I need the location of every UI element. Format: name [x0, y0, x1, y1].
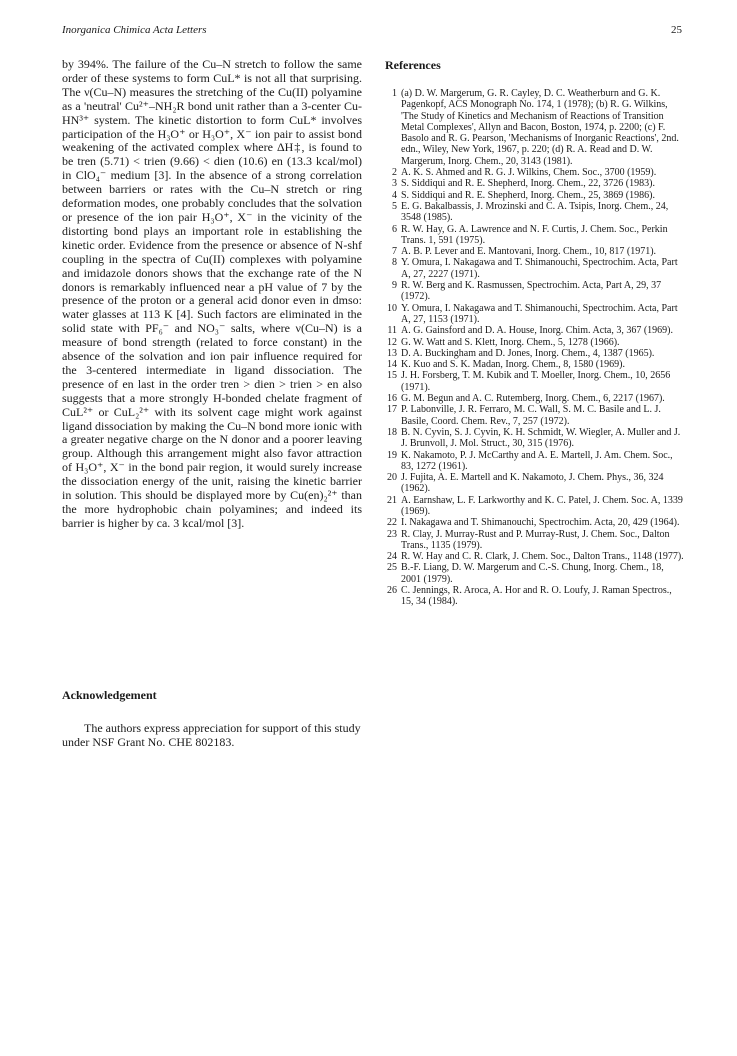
reference-item — [385, 224, 685, 247]
reference-item — [385, 562, 685, 585]
reference-number: 13 — [387, 347, 397, 359]
reference-text: Y. Omura, I. Nakagawa and T. Shimanouchi, Spectrochim. Acta, Part A, 27, 1153 (1971). — [401, 302, 678, 325]
reference-number: 20 — [387, 472, 397, 484]
reference-item — [385, 190, 685, 201]
reference-text: A. B. P. Lever and E. Mantovani, Inorg. Chem., 10, 817 (1971). — [401, 246, 657, 258]
reference-text: P. Labonville, J. R. Ferraro, M. C. Wall, S. M. C. Basile and L. J. Basile, Coord. Chem. Rev., 7, 257 (1972). — [401, 404, 661, 427]
reference-number: 8 — [392, 257, 397, 269]
reference-item — [385, 257, 685, 280]
reference-text: R. W. Hay and C. R. Clark, J. Chem. Soc., Dalton Trans., 1148 (1977). — [401, 551, 684, 563]
reference-text: B. N. Cyvin, S. J. Cyvin, K. H. Schmidt, W. Wiegler, A. Muller and J. J. Brunvoll, J. Mol. Struct., 30, 315 (1976). — [401, 426, 681, 450]
reference-list — [385, 88, 685, 608]
reference-item — [385, 370, 685, 393]
reference-item — [385, 585, 685, 608]
reference-item — [385, 450, 685, 473]
reference-text: R. W. Hay, G. A. Lawrence and N. F. Curtis, J. Chem. Soc., Perkin Trans. 1, 591 (1975). — [401, 223, 668, 246]
reference-text: I. Nakagawa and T. Shimanouchi, Spectrochim. Acta, 20, 429 (1964). — [401, 517, 680, 529]
reference-text: A. Earnshaw, L. F. Larkworthy and K. C. Patel, J. Chem. Soc. A, 1339 (1969). — [401, 494, 683, 517]
reference-item — [385, 246, 685, 257]
reference-text: G. W. Watt and S. Klett, Inorg. Chem., 5, 1278 (1966). — [401, 336, 620, 348]
running-head — [62, 24, 682, 40]
reference-item — [385, 280, 685, 303]
reference-number: 25 — [387, 562, 397, 574]
acknowledgement-heading: Acknowledgement — [62, 688, 157, 702]
reference-number: 6 — [392, 223, 397, 235]
reference-text: R. W. Berg and K. Rasmussen, Spectrochim. Acta, Part A, 29, 37 (1972). — [401, 280, 662, 303]
reference-number: 9 — [392, 280, 397, 292]
reference-item — [385, 303, 685, 326]
reference-text: S. Siddiqui and R. E. Shepherd, Inorg. Chem., 22, 3726 (1983). — [401, 178, 655, 190]
reference-number: 14 — [387, 359, 397, 371]
page-number: 25 — [671, 24, 682, 36]
reference-item — [385, 88, 685, 167]
reference-number: 11 — [387, 325, 397, 337]
reference-text: K. Nakamoto, P. J. McCarthy and A. E. Martell, J. Am. Chem. Soc., 83, 1272 (1961). — [401, 449, 673, 472]
reference-text: J. H. Forsberg, T. M. Kubik and T. Moeller, Inorg. Chem., 10, 2656 (1971). — [401, 370, 671, 393]
reference-number: 24 — [387, 551, 397, 563]
reference-number: 15 — [387, 370, 397, 382]
reference-number: 16 — [387, 393, 397, 405]
reference-text: (a) D. W. Margerum, G. R. Cayley, D. C. Weatherburn and G. K. Pagenkopf, ACS Monograph No. 174, 1 (1978); (b) R. G. Wilkins, 'The Study of Kinetics and Mechanism of Reactions of Transition Metal Complexes', Allyn and Bacon, Boston, 1974, p. 2200; (c) F. Basolo and R. G. Pearson, 'Mechanisms of Inorganic Reactions', 2nd. edn., Wiley, New York, 1967, p. 220; (d) R. A. Read and D. W. Margerum, Inorg. Chem., 20, 3143 (1981). — [401, 88, 679, 167]
reference-number: 2 — [392, 167, 397, 179]
reference-number: 4 — [392, 189, 397, 201]
reference-number: 1 — [392, 88, 397, 99]
acknowledgement-text: The authors express appreciation for support of this study under NSF Grant No. CHE 802183. — [62, 721, 361, 749]
references-heading: References — [385, 58, 441, 72]
left-column — [62, 57, 362, 749]
reference-number: 3 — [392, 178, 397, 190]
reference-number: 22 — [387, 517, 397, 529]
reference-number: 19 — [387, 449, 397, 461]
reference-text: A. K. S. Ahmed and R. G. J. Wilkins, Chem. Soc., 3700 (1959). — [401, 167, 657, 179]
reference-item — [385, 348, 685, 359]
reference-item — [385, 325, 685, 336]
reference-item — [385, 337, 685, 348]
reference-number: 7 — [392, 246, 397, 258]
reference-number: 26 — [387, 585, 397, 597]
reference-item — [385, 167, 685, 178]
reference-number: 21 — [387, 494, 397, 506]
reference-item — [385, 427, 685, 450]
reference-item — [385, 551, 685, 562]
reference-text: A. G. Gainsford and D. A. House, Inorg. Chim. Acta, 3, 367 (1969). — [401, 325, 674, 337]
reference-number: 18 — [387, 426, 397, 438]
reference-number: 12 — [387, 336, 397, 348]
reference-text: D. A. Buckingham and D. Jones, Inorg. Chem., 4, 1387 (1965). — [401, 347, 655, 359]
reference-text: G. M. Begun and A. C. Rutemberg, Inorg. Chem., 6, 2217 (1967). — [401, 393, 665, 405]
reference-number: 10 — [387, 302, 397, 314]
reference-item — [385, 201, 685, 224]
reference-item — [385, 178, 685, 189]
reference-text: J. Fujita, A. E. Martell and K. Nakamoto, J. Chem. Phys., 36, 324 (1962). — [401, 472, 664, 495]
journal-title: Inorganica Chimica Acta Letters — [62, 24, 207, 36]
right-column — [385, 58, 685, 608]
reference-text: C. Jennings, R. Aroca, A. Hor and R. O. Loufy, J. Raman Spectros., 15, 34 (1984). — [401, 585, 672, 608]
reference-item — [385, 472, 685, 495]
reference-number: 17 — [387, 404, 397, 416]
reference-item — [385, 495, 685, 518]
reference-item — [385, 529, 685, 552]
reference-text: B.-F. Liang, D. W. Margerum and C.-S. Chung, Inorg. Chem., 18, 2001 (1979). — [401, 562, 664, 585]
reference-text: R. Clay, J. Murray-Rust and P. Murray-Rust, J. Chem. Soc., Dalton Trans., 1135 (1979). — [401, 528, 670, 551]
body-paragraph: by 394%. The failure of the Cu–N stretch to follow the same order of these systems to form CuL* is not all that surprising. The ν(Cu–N) measures the stretching of the Cu(II) polyamine as a 'neutral' Cu²⁺–NH₂R bond unit rather than a 3-center Cu-HN³⁺ system. The kinetic distortion to form CuL* involves participation of the H₃O⁺ or H₃O⁺, X⁻ ion pair to assist bond weakening of the activated complex where ΔH‡, is found to be tren (5.71) < trien (9.66) < dien (10.6) en (13.3 kcal/mol) in ClO₄⁻ medium [3]. In the absence of a strong correlation between barriers or rates with the Cu–N stretch or ring deformation modes, one probably concludes that the solvation or presence of the ion pair H₃O⁺, X⁻ in the vicinity of the distorting bond plays an important role in establishing the kinetic order. Evidence from the presence or absence of N-shf coupling in the spectra of Cu(II) complexes with polyamine and imidazole donors shows that the exchange rate of the N donors is remarkably influenced near a pH value of 7 by the presence of the proton or a general acid donor even in dmso: water glasses at 113 K [4]. Such factors are eliminated in the solid state with PF₆⁻ and NO₃⁻ salts, where ν(Cu–N) is a measure of bond strength (related to force constant) in the absence of the solvation and ion pair influence required for the 3-centered intermediate in ligand dissociation. The presence of en last in the order tren > dien > trien > en also suggests that a more strongly H-bonded chelate fragment of CuL²⁺ or CuL₂²⁺ with its solvent cage might work against ligand dissociation by making the Cu–N bond more ionic with a greater negative charge on the N donor and a poorer leaving group. Although this arrangement might also favor attraction of H₃O⁺, X⁻ in the bond pair region, it would surely increase the dissociation energy of the unit, raising the kinetic barrier in solution. This should be displayed more by Cu(en)₂²⁺ than the more hydrophobic chain polyamines; and indeed its barrier is higher by ca. 3 kcal/mol [3]. — [62, 57, 362, 530]
reference-item — [385, 393, 685, 404]
reference-text: S. Siddiqui and R. E. Shepherd, Inorg. Chem., 25, 3869 (1986). — [401, 189, 655, 201]
reference-item — [385, 517, 685, 528]
reference-item — [385, 404, 685, 427]
reference-number: 23 — [387, 528, 397, 540]
reference-number: 5 — [392, 200, 397, 212]
reference-text: K. Kuo and S. K. Madan, Inorg. Chem., 8, 1580 (1969). — [401, 359, 625, 371]
reference-text: E. G. Bakalbassis, J. Mrozinski and C. A. Tsipis, Inorg. Chem., 24, 3548 (1985). — [401, 200, 669, 224]
reference-text: Y. Omura, I. Nakagawa and T. Shimanouchi, Spectrochim. Acta, Part A, 27, 2227 (1971). — [401, 257, 678, 280]
reference-item — [385, 359, 685, 370]
